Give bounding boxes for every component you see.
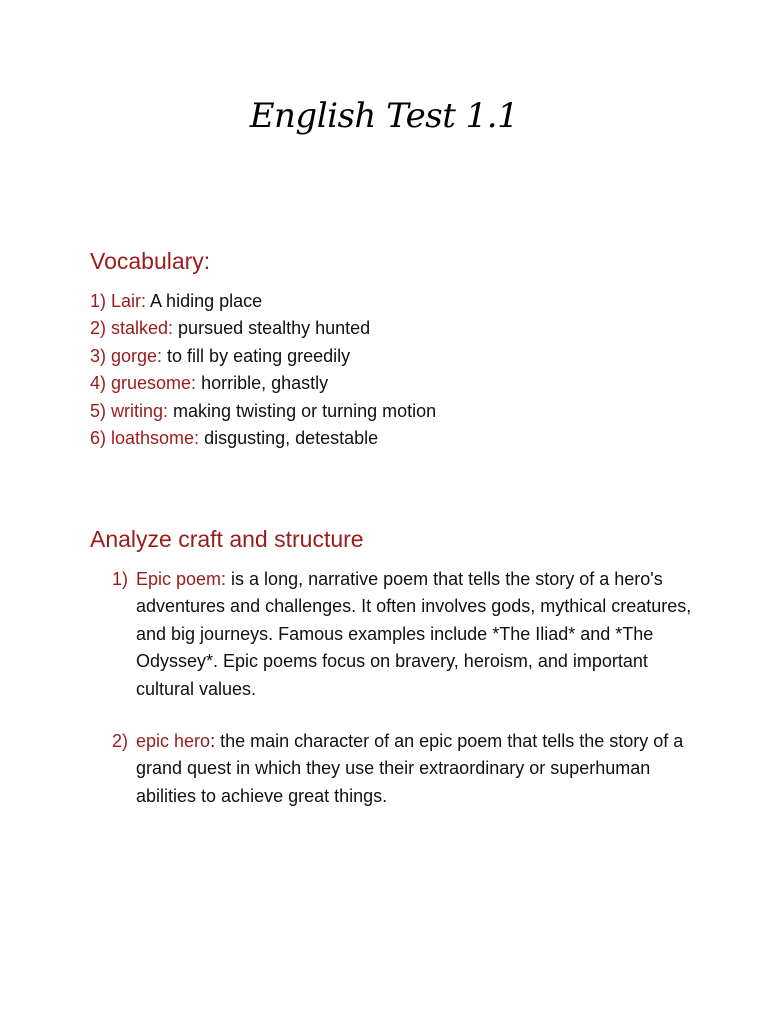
vocabulary-item bbox=[90, 370, 436, 397]
analyze-item bbox=[112, 728, 692, 810]
vocabulary-term: 2) stalked: bbox=[90, 318, 174, 339]
vocabulary-item bbox=[90, 343, 436, 370]
vocabulary-definition: disgusting, detestable bbox=[199, 428, 379, 449]
vocabulary-definition: horrible, ghastly bbox=[196, 373, 329, 394]
analyze-item-body bbox=[136, 728, 692, 810]
vocabulary-term: 1) Lair: bbox=[90, 291, 147, 311]
vocabulary-item bbox=[90, 288, 436, 315]
analyze-item-text: : the main character of an epic poem that tells the story of a grand quest in which they use their extraordinary or superhuman abilities to achieve great things. bbox=[136, 731, 684, 806]
vocabulary-definition: to fill by eating greedily bbox=[162, 345, 351, 366]
analyze-item-number: 2) bbox=[112, 731, 129, 751]
vocabulary-definition: A hiding place bbox=[146, 291, 263, 311]
vocabulary-heading: Vocabulary: bbox=[90, 248, 211, 274]
vocabulary-item bbox=[90, 315, 436, 342]
page-title: English Test 1.1 bbox=[249, 96, 519, 136]
vocabulary-item bbox=[90, 398, 436, 425]
vocabulary-item bbox=[90, 425, 436, 452]
analyze-item-body bbox=[136, 566, 692, 703]
analyze-item-term: Epic poem: bbox=[136, 569, 227, 589]
analyze-item-text: is a long, narrative poem that tells the story of a hero's adventures and challenges. It often involves gods, mythical creatures, and big journeys. Famous examples include *The Iliad* and *The Odyssey*. Epic poems focus on bravery, heroism, and important cultural values. bbox=[136, 569, 692, 699]
vocabulary-term: 5) writing: bbox=[90, 400, 169, 421]
vocabulary-term: 3) gorge: bbox=[90, 345, 163, 366]
vocabulary-definition: pursued stealthy hunted bbox=[173, 318, 371, 339]
analyze-item-number: 1) bbox=[112, 569, 129, 589]
analyze-heading: Analyze craft and structure bbox=[90, 526, 364, 552]
vocabulary-term: 6) loathsome: bbox=[90, 428, 200, 449]
analyze-item-term: epic hero bbox=[136, 731, 211, 751]
vocabulary-definition: making twisting or turning motion bbox=[168, 400, 437, 421]
analyze-item bbox=[112, 566, 692, 703]
vocabulary-term: 4) gruesome: bbox=[90, 373, 197, 394]
vocabulary-list bbox=[90, 288, 436, 452]
